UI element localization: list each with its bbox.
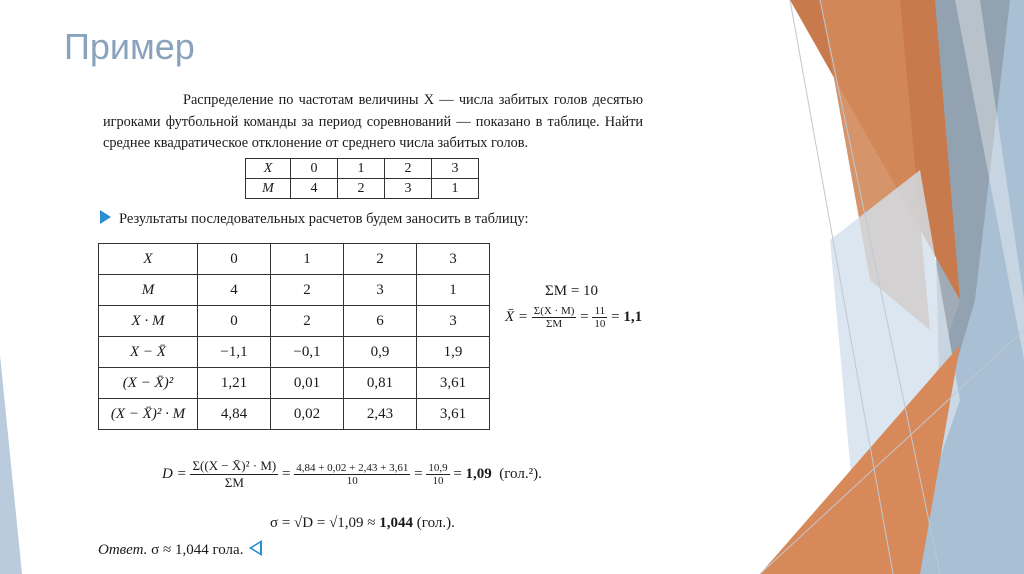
table-cell: 2: [271, 306, 344, 337]
table-cell: M: [246, 179, 291, 199]
table-cell: 2: [271, 275, 344, 306]
table-cell: 1,9: [417, 337, 490, 368]
fraction-numerator: Σ((X − X̄)² · M): [192, 458, 277, 473]
table-cell: −1,1: [198, 337, 271, 368]
table-row: [99, 337, 490, 368]
table-cell: X: [246, 159, 291, 179]
table-cell: 2: [344, 244, 417, 275]
table-cell: 1: [417, 275, 490, 306]
answer-text: σ ≈ 1,044 гола.: [147, 542, 244, 558]
mean-result: 1,1: [623, 308, 643, 325]
table-row: [99, 275, 490, 306]
table-cell: 3: [417, 244, 490, 275]
table-cell: 1: [432, 179, 479, 199]
calculation-intro: [100, 210, 529, 228]
fraction-numerator: 11: [592, 305, 607, 318]
table-row: [99, 306, 490, 337]
table-cell: 3: [385, 179, 432, 199]
table-cell: X − X̄: [99, 337, 198, 368]
table-cell: 3: [344, 275, 417, 306]
table-cell: X · M: [99, 306, 198, 337]
table-cell: 1: [271, 244, 344, 275]
problem-statement: [103, 90, 643, 155]
variance-lhs: D =: [162, 465, 187, 482]
fraction-denominator: 10: [346, 475, 358, 487]
mean-value-fraction: [592, 305, 607, 330]
table-cell: 2: [338, 179, 385, 199]
arrow-right-icon: [100, 210, 111, 224]
table-cell: 0,81: [344, 368, 417, 399]
table-cell: (X − X̄)² · M: [99, 399, 198, 430]
variance-result: 1,09: [465, 465, 492, 482]
table-cell: 2: [385, 159, 432, 179]
table-row: [99, 368, 490, 399]
table-cell: 0,9: [344, 337, 417, 368]
table-cell: 3: [432, 159, 479, 179]
variance-value-fraction: [426, 462, 449, 487]
variance-fraction: [190, 458, 278, 491]
table-cell: 1,21: [198, 368, 271, 399]
sigma-formula: [270, 515, 455, 532]
frequency-table: [245, 158, 479, 199]
sigma-unit: (гол.).: [413, 515, 455, 531]
answer-label: Ответ.: [98, 542, 148, 558]
table-cell: (X − X̄)²: [99, 368, 198, 399]
fraction-numerator: 4,84 + 0,02 + 2,43 + 3,61: [296, 462, 409, 474]
mean-formula: X̄ = $\frac{\Sigma(X \cdot M)}{\Sigma M}$ = $\frac{11}{10}$ = 1,1: [505, 305, 643, 330]
mean-fraction: [532, 305, 577, 330]
fraction-denominator: 10: [594, 318, 606, 330]
table-cell: 0: [198, 306, 271, 337]
sum-m-formula: ΣM = 10: [545, 283, 599, 299]
table-cell: 4: [291, 179, 338, 199]
table-cell: 4: [198, 275, 271, 306]
table-cell: 3: [417, 306, 490, 337]
variance-unit: (гол.²).: [499, 465, 542, 482]
table-row: [246, 179, 479, 199]
table-cell: 3,61: [417, 399, 490, 430]
table-cell: X: [99, 244, 198, 275]
table-cell: 0,01: [271, 368, 344, 399]
table-cell: 0: [198, 244, 271, 275]
left-blue-wedge: [0, 355, 22, 574]
table-cell: 1: [338, 159, 385, 179]
fraction-denominator: 10: [432, 475, 444, 487]
problem-text: Распределение по частотам величины X — числа забитых голов десятью игроками футбольной команды за период соревнований — показано в таблице. Найти среднее квадратическое отклонение от среднего числа забитых голов.: [103, 92, 643, 151]
fraction-denominator: ΣM: [224, 475, 244, 490]
answer-line: [98, 540, 262, 559]
table-row: [99, 399, 490, 430]
fraction-numerator: Σ(X · M): [533, 305, 575, 317]
table-cell: −0,1: [271, 337, 344, 368]
table-cell: 0,02: [271, 399, 344, 430]
fraction-denominator: ΣM: [546, 318, 563, 330]
sigma-result: 1,044: [379, 515, 414, 531]
slide-title: Пример: [64, 26, 195, 67]
mean-lhs: X̄ =: [505, 308, 529, 325]
table-cell: 0: [291, 159, 338, 179]
calculation-table: [98, 243, 490, 430]
intro-text: Результаты последовательных расчетов будем заносить в таблицу:: [119, 211, 529, 227]
table-cell: 4,84: [198, 399, 271, 430]
table-cell: 2,43: [344, 399, 417, 430]
table-cell: 3,61: [417, 368, 490, 399]
sigma-expression: σ = √D = √1,09 ≈: [270, 515, 380, 531]
fraction-numerator: 10,9: [428, 462, 448, 474]
table-row: [99, 244, 490, 275]
table-row: [246, 159, 479, 179]
variance-formula: D = $\frac{\text{Σ((X − X̄)² · M)}}{\Sigma M}$ = $\frac{4,84 + 0,02 + 2,43 + 3,61}{10}$ = $\frac{10,9}{10}$ = 1,09 (гол.²).: [162, 458, 542, 490]
variance-sum-fraction: [294, 462, 410, 487]
table-cell: 6: [344, 306, 417, 337]
table-cell: M: [99, 275, 198, 306]
arrow-left-outline-icon: [249, 540, 262, 556]
